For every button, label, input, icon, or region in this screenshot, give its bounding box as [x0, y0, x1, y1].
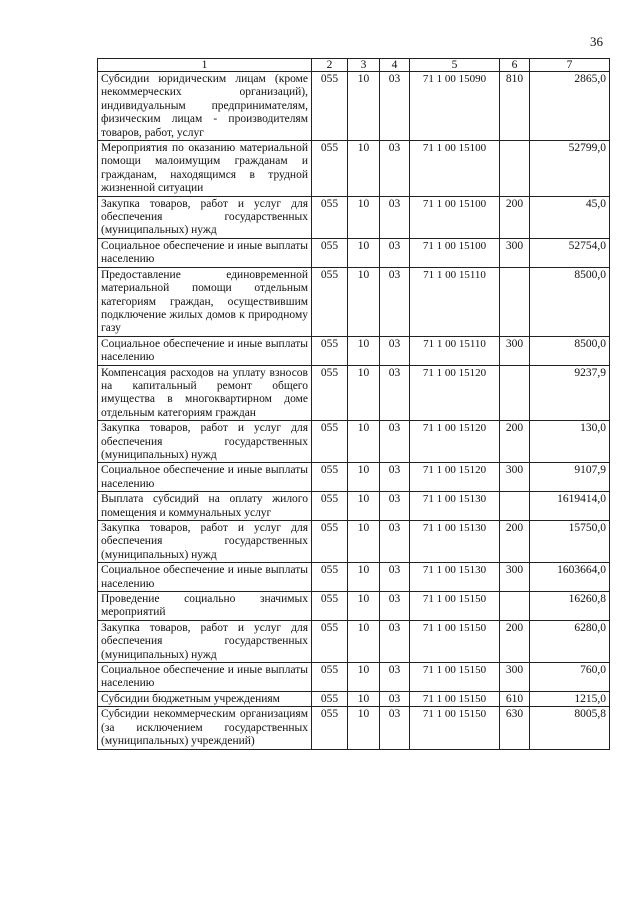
table-row [98, 592, 610, 621]
row-section-cell: 10 [348, 336, 380, 365]
row-grbs-cell: 055 [312, 196, 348, 238]
row-amount-cell: 52799,0 [530, 141, 610, 197]
table-row [98, 267, 610, 336]
row-subsection-cell: 03 [380, 238, 410, 267]
row-name-cell: Мероприятия по оказанию материальной помощи малоимущим гражданам и гражданам, находящимся в трудной жизненной ситуации [98, 141, 312, 197]
row-grbs-cell: 055 [312, 521, 348, 563]
row-section-cell: 10 [348, 463, 380, 492]
row-grbs-cell: 055 [312, 563, 348, 592]
row-target-code-cell: 71 1 00 15100 [410, 141, 500, 197]
row-amount-cell: 6280,0 [530, 620, 610, 662]
row-subsection-cell: 03 [380, 141, 410, 197]
row-target-code-cell: 71 1 00 15150 [410, 691, 500, 706]
row-expense-type-cell: 810 [500, 72, 530, 141]
row-section-cell: 10 [348, 72, 380, 141]
row-expense-type-cell: 300 [500, 336, 530, 365]
row-expense-type-cell [500, 592, 530, 621]
budget-table [97, 58, 610, 750]
table-header-row [98, 59, 610, 72]
row-grbs-cell: 055 [312, 238, 348, 267]
table-row [98, 463, 610, 492]
row-grbs-cell: 055 [312, 663, 348, 692]
row-grbs-cell: 055 [312, 592, 348, 621]
column-header: 3 [348, 59, 380, 72]
row-name-cell: Выплата субсидий на оплату жилого помещения и коммунальных услуг [98, 492, 312, 521]
row-section-cell: 10 [348, 141, 380, 197]
row-grbs-cell: 055 [312, 141, 348, 197]
row-name-cell: Социальное обеспечение и иные выплаты населению [98, 463, 312, 492]
column-header: 4 [380, 59, 410, 72]
row-target-code-cell: 71 1 00 15100 [410, 238, 500, 267]
row-target-code-cell: 71 1 00 15110 [410, 267, 500, 336]
row-target-code-cell: 71 1 00 15120 [410, 421, 500, 463]
row-amount-cell: 45,0 [530, 196, 610, 238]
row-grbs-cell: 055 [312, 492, 348, 521]
row-section-cell: 10 [348, 691, 380, 706]
row-amount-cell: 8500,0 [530, 336, 610, 365]
row-amount-cell: 9107,9 [530, 463, 610, 492]
row-subsection-cell: 03 [380, 707, 410, 749]
row-amount-cell: 130,0 [530, 421, 610, 463]
table-row [98, 492, 610, 521]
row-name-cell: Компенсация расходов на уплату взносов на капитальный ремонт общего имущества в многоквартирном доме отдельным категориям граждан [98, 365, 312, 421]
row-section-cell: 10 [348, 492, 380, 521]
table-row [98, 421, 610, 463]
row-subsection-cell: 03 [380, 563, 410, 592]
row-target-code-cell: 71 1 00 15130 [410, 492, 500, 521]
row-amount-cell: 8500,0 [530, 267, 610, 336]
table-row [98, 707, 610, 749]
row-section-cell: 10 [348, 592, 380, 621]
row-subsection-cell: 03 [380, 691, 410, 706]
row-expense-type-cell: 300 [500, 663, 530, 692]
row-name-cell: Закупка товаров, работ и услуг для обеспечения государственных (муниципальных) нужд [98, 521, 312, 563]
row-subsection-cell: 03 [380, 620, 410, 662]
row-amount-cell: 1215,0 [530, 691, 610, 706]
row-target-code-cell: 71 1 00 15150 [410, 620, 500, 662]
row-subsection-cell: 03 [380, 421, 410, 463]
row-name-cell: Социальное обеспечение и иные выплаты населению [98, 336, 312, 365]
column-header: 5 [410, 59, 500, 72]
row-section-cell: 10 [348, 663, 380, 692]
row-expense-type-cell: 630 [500, 707, 530, 749]
page-number: 36 [590, 34, 603, 49]
row-grbs-cell: 055 [312, 421, 348, 463]
row-grbs-cell: 055 [312, 72, 348, 141]
row-expense-type-cell [500, 365, 530, 421]
row-expense-type-cell: 300 [500, 563, 530, 592]
row-grbs-cell: 055 [312, 463, 348, 492]
row-subsection-cell: 03 [380, 196, 410, 238]
row-target-code-cell: 71 1 00 15120 [410, 365, 500, 421]
table-body [98, 72, 610, 750]
table-row [98, 563, 610, 592]
row-name-cell: Субсидии юридическим лицам (кроме некоммерческих организаций), индивидуальным предпринимателям, физическим лицам - производителям товаров, работ, услуг [98, 72, 312, 141]
row-name-cell: Предоставление единовременной материальной помощи отдельным категориям граждан, осуществившим подключение жилых домов к природному газу [98, 267, 312, 336]
row-section-cell: 10 [348, 267, 380, 336]
column-header: 6 [500, 59, 530, 72]
table-row [98, 196, 610, 238]
row-amount-cell: 9237,9 [530, 365, 610, 421]
row-subsection-cell: 03 [380, 492, 410, 521]
table-row [98, 620, 610, 662]
row-target-code-cell: 71 1 00 15130 [410, 521, 500, 563]
row-expense-type-cell: 610 [500, 691, 530, 706]
row-expense-type-cell: 300 [500, 463, 530, 492]
row-expense-type-cell [500, 492, 530, 521]
row-name-cell: Субсидии некоммерческим организациям (за исключением государственных (муниципальных) учреждений) [98, 707, 312, 749]
row-subsection-cell: 03 [380, 521, 410, 563]
table-row [98, 72, 610, 141]
row-section-cell: 10 [348, 196, 380, 238]
row-subsection-cell: 03 [380, 72, 410, 141]
row-subsection-cell: 03 [380, 592, 410, 621]
row-subsection-cell: 03 [380, 463, 410, 492]
row-target-code-cell: 71 1 00 15130 [410, 563, 500, 592]
row-grbs-cell: 055 [312, 336, 348, 365]
table-row [98, 365, 610, 421]
row-name-cell: Социальное обеспечение и иные выплаты населению [98, 563, 312, 592]
table-row [98, 521, 610, 563]
row-amount-cell: 52754,0 [530, 238, 610, 267]
row-target-code-cell: 71 1 00 15150 [410, 592, 500, 621]
row-expense-type-cell [500, 141, 530, 197]
column-header: 2 [312, 59, 348, 72]
row-amount-cell: 1619414,0 [530, 492, 610, 521]
row-section-cell: 10 [348, 563, 380, 592]
row-section-cell: 10 [348, 238, 380, 267]
row-grbs-cell: 055 [312, 267, 348, 336]
table-row [98, 238, 610, 267]
row-section-cell: 10 [348, 707, 380, 749]
row-name-cell: Социальное обеспечение и иные выплаты населению [98, 663, 312, 692]
row-target-code-cell: 71 1 00 15150 [410, 663, 500, 692]
row-subsection-cell: 03 [380, 267, 410, 336]
row-expense-type-cell: 200 [500, 421, 530, 463]
row-section-cell: 10 [348, 620, 380, 662]
row-grbs-cell: 055 [312, 365, 348, 421]
row-subsection-cell: 03 [380, 336, 410, 365]
row-amount-cell: 760,0 [530, 663, 610, 692]
row-subsection-cell: 03 [380, 365, 410, 421]
table-row [98, 336, 610, 365]
row-amount-cell: 1603664,0 [530, 563, 610, 592]
column-header: 1 [98, 59, 312, 72]
row-name-cell: Субсидии бюджетным учреждениям [98, 691, 312, 706]
row-amount-cell: 2865,0 [530, 72, 610, 141]
row-target-code-cell: 71 1 00 15120 [410, 463, 500, 492]
table-row [98, 663, 610, 692]
row-amount-cell: 16260,8 [530, 592, 610, 621]
column-header: 7 [530, 59, 610, 72]
row-target-code-cell: 71 1 00 15110 [410, 336, 500, 365]
row-expense-type-cell: 200 [500, 620, 530, 662]
row-expense-type-cell [500, 267, 530, 336]
row-subsection-cell: 03 [380, 663, 410, 692]
row-section-cell: 10 [348, 421, 380, 463]
row-amount-cell: 15750,0 [530, 521, 610, 563]
row-expense-type-cell: 300 [500, 238, 530, 267]
row-section-cell: 10 [348, 365, 380, 421]
row-expense-type-cell: 200 [500, 521, 530, 563]
row-grbs-cell: 055 [312, 620, 348, 662]
row-name-cell: Закупка товаров, работ и услуг для обеспечения государственных (муниципальных) нужд [98, 196, 312, 238]
row-target-code-cell: 71 1 00 15090 [410, 72, 500, 141]
row-name-cell: Проведение социально значимых мероприятий [98, 592, 312, 621]
row-name-cell: Социальное обеспечение и иные выплаты населению [98, 238, 312, 267]
row-target-code-cell: 71 1 00 15100 [410, 196, 500, 238]
row-grbs-cell: 055 [312, 691, 348, 706]
row-name-cell: Закупка товаров, работ и услуг для обеспечения государственных (муниципальных) нужд [98, 620, 312, 662]
row-target-code-cell: 71 1 00 15150 [410, 707, 500, 749]
row-name-cell: Закупка товаров, работ и услуг для обеспечения государственных (муниципальных) нужд [98, 421, 312, 463]
table-row [98, 141, 610, 197]
row-grbs-cell: 055 [312, 707, 348, 749]
row-amount-cell: 8005,8 [530, 707, 610, 749]
row-expense-type-cell: 200 [500, 196, 530, 238]
table-row [98, 691, 610, 706]
row-section-cell: 10 [348, 521, 380, 563]
